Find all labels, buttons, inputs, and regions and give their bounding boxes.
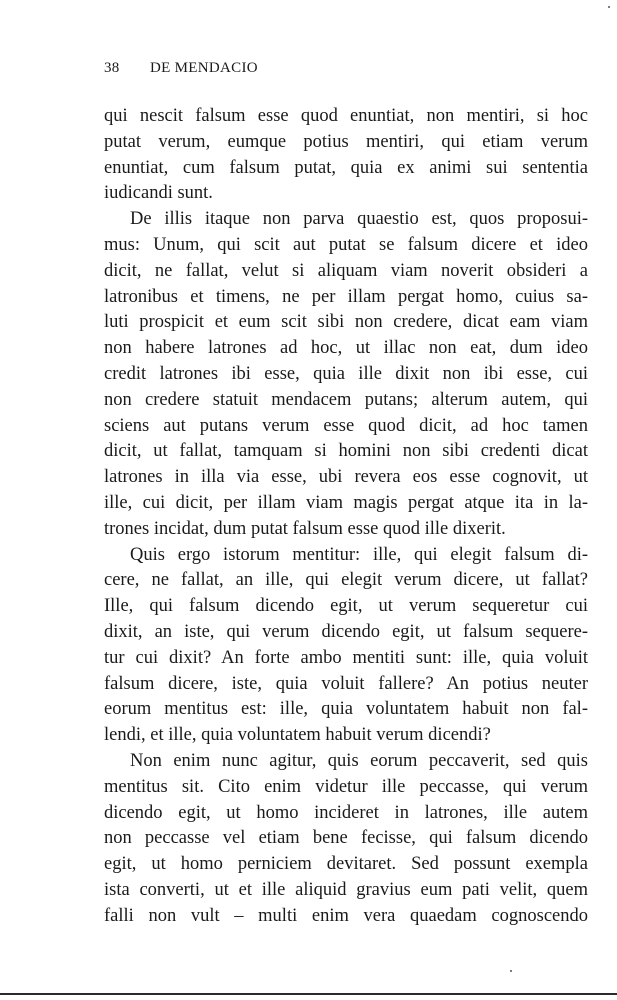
page-bottom-edge (0, 993, 617, 995)
page-number: 38 (104, 60, 120, 76)
text-line: mentitus sit. Cito enim videtur ille peccasse, qui verum (104, 776, 588, 797)
body-text (104, 104, 588, 930)
scan-speck (608, 6, 610, 8)
scan-speck (510, 970, 512, 972)
text-line: dicit, ut fallat, tamquam si homini non sibi credenti dicat (104, 441, 588, 462)
text-line: sciens aut putans verum esse quod dicit, ad hoc tamen (104, 415, 588, 436)
text-line: mus: Unum, qui scit aut putat se falsum dicere et ideo (104, 234, 588, 255)
text-line: non peccasse vel etiam bene fecisse, qui falsum dicendo (104, 828, 588, 849)
running-head (104, 60, 258, 77)
text-line: credit latrones ibi esse, quia ille dixit non ibi esse, cui (104, 363, 588, 384)
text-line: non credere statuit mendacem putans; alterum autem, qui (104, 389, 588, 410)
text-line: egit, ut homo perniciem devitaret. Sed possunt exempla (104, 854, 588, 875)
text-line: dixit, an iste, qui verum dicendo egit, ut falsum sequere- (104, 621, 588, 642)
text-line: dicendo egit, ut homo incideret in latrones, ille autem (104, 802, 588, 823)
text-line: putat verum, eumque potius mentiri, qui etiam verum (104, 131, 588, 152)
text-line: eorum mentitus est: ille, quia voluntatem habuit non fal- (104, 699, 588, 720)
text-line: ista converti, ut et ille aliquid gravius eum pati velit, quem (104, 879, 588, 900)
text-line: trones incidat, dum putat falsum esse quod ille dixerit. (104, 518, 506, 539)
text-line: latronibus et timens, ne per illam pergat homo, cuius sa- (104, 286, 588, 307)
text-line: latrones in illa via esse, ubi revera eos esse cognovit, ut (104, 467, 588, 488)
text-line: falli non vult – multi enim vera quaedam cognoscendo (104, 905, 588, 926)
text-line: Quis ergo istorum mentitur: ille, qui elegit falsum di- (130, 544, 588, 565)
running-title: DE MENDACIO (150, 60, 258, 76)
text-line: lendi, et ille, quia voluntatem habuit verum dicendi? (104, 725, 491, 746)
text-line: Non enim nunc agitur, quis eorum peccaverit, sed quis (130, 750, 588, 771)
text-line: Ille, qui falsum dicendo egit, ut verum sequeretur cui (104, 596, 588, 617)
text-line: cere, ne fallat, an ille, qui elegit verum dicere, ut fallat? (104, 570, 588, 591)
text-line: tur cui dixit? An forte ambo mentiti sunt: ille, quia voluit (104, 647, 588, 668)
text-line: non habere latrones ad hoc, ut illac non eat, dum ideo (104, 338, 588, 359)
text-line: ille, cui dicit, per illam viam magis pergat atque ita in la- (104, 492, 588, 513)
text-line: falsum dicere, iste, quia voluit fallere? An potius neuter (104, 673, 588, 694)
text-line: qui nescit falsum esse quod enuntiat, non mentiri, si hoc (104, 106, 588, 126)
text-line: enuntiat, cum falsum putat, quia ex animi sui sententia (104, 157, 588, 178)
text-line: De illis itaque non parva quaestio est, quos proposui- (130, 209, 588, 230)
text-line: iudicandi sunt. (104, 183, 213, 204)
text-line: luti prospicit et eum scit sibi non credere, dicat eam viam (104, 312, 588, 333)
text-line: dicit, ne fallat, velut si aliquam viam noverit obsideri a (104, 260, 588, 281)
